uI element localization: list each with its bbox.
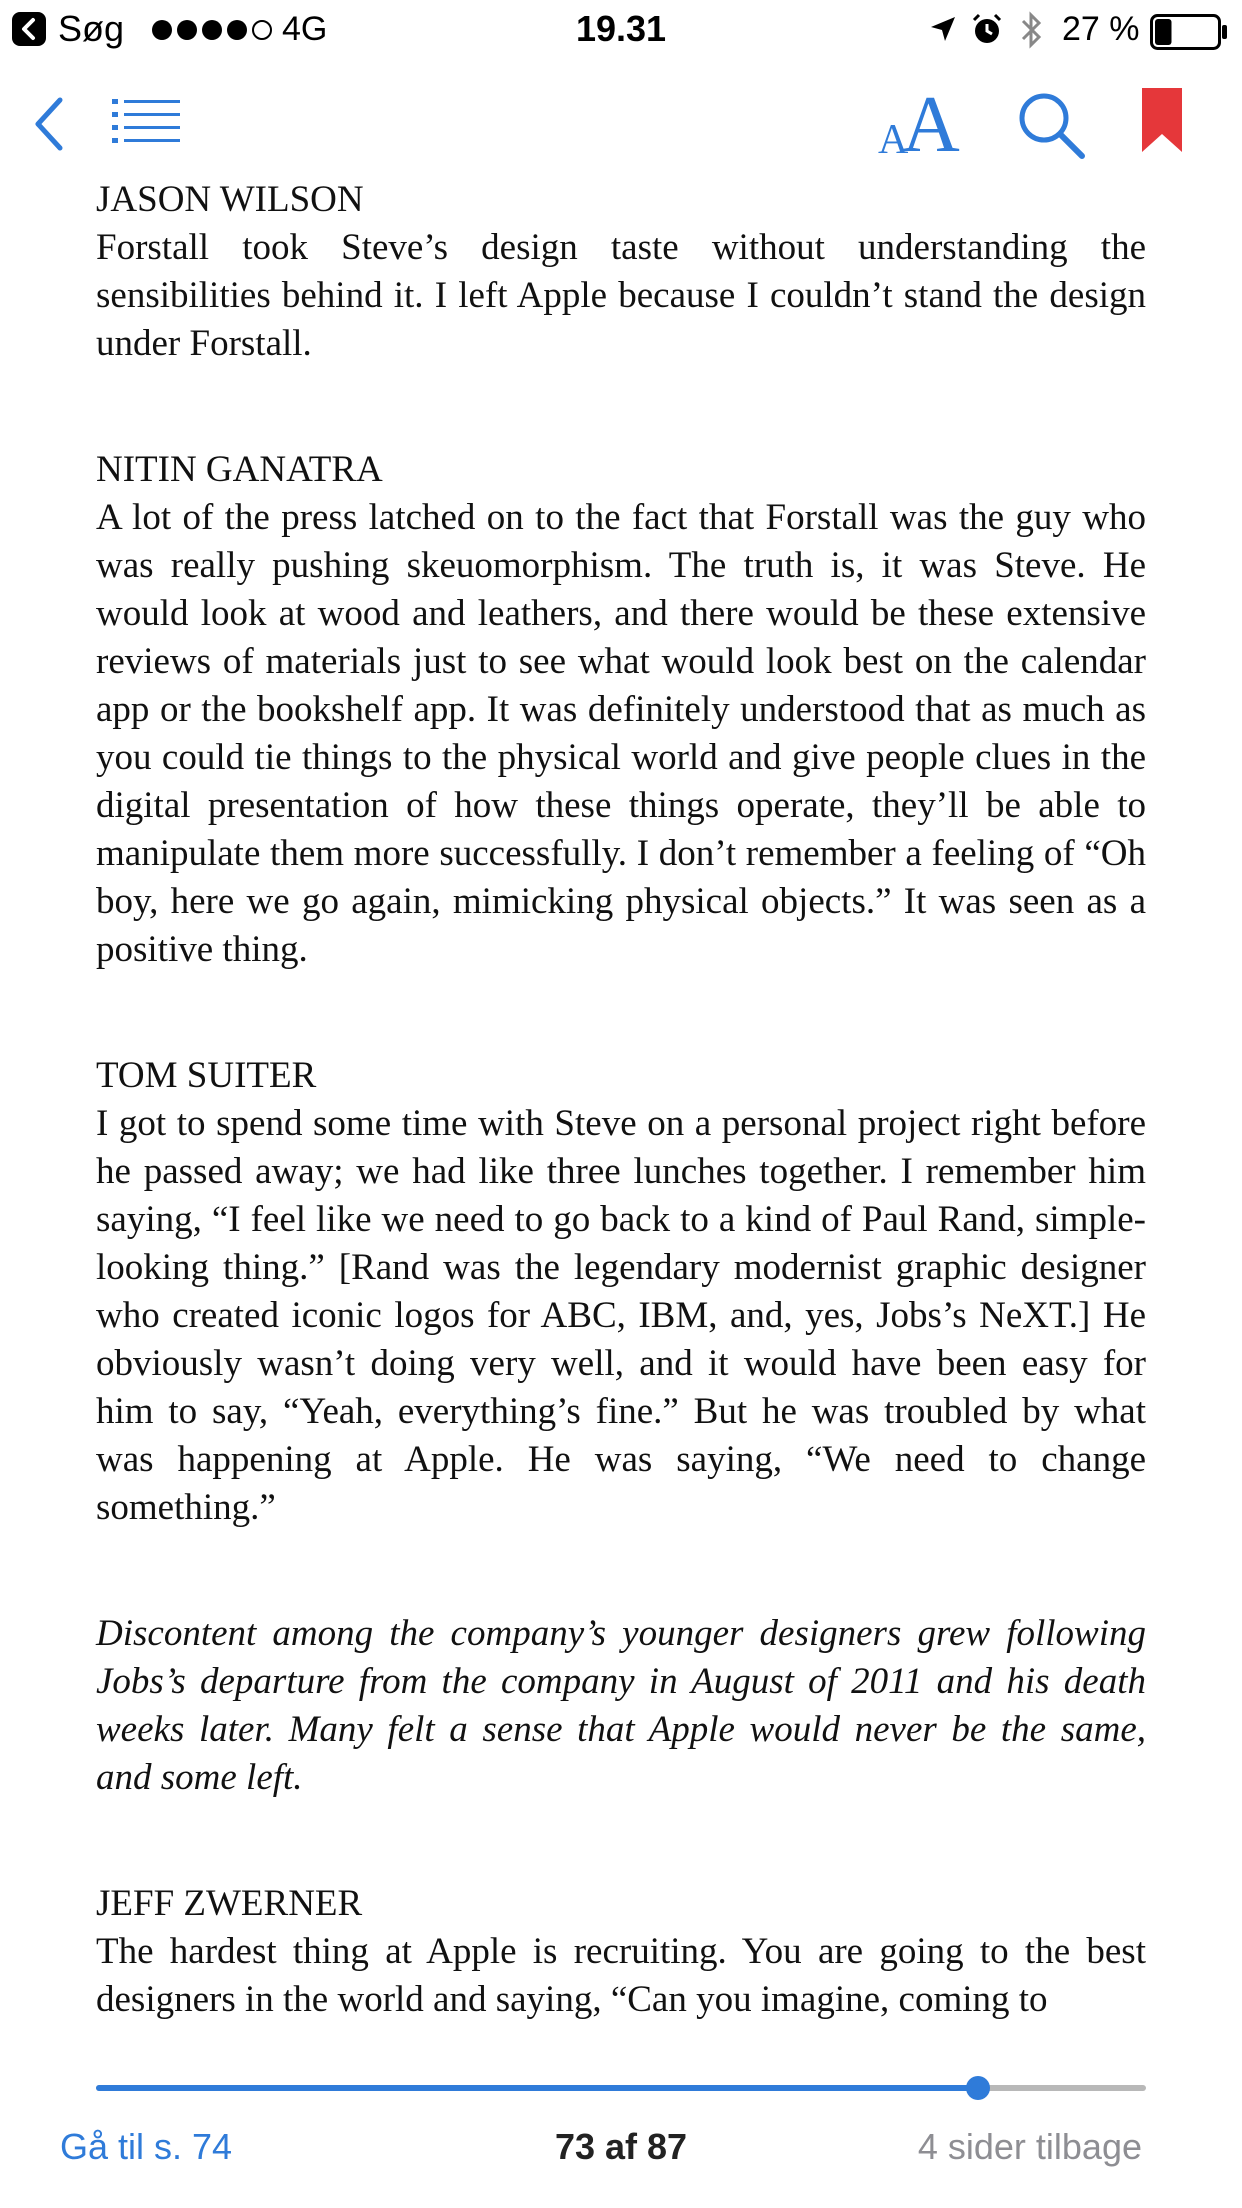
clock: 19.31 xyxy=(575,8,667,49)
page-progress-slider[interactable] xyxy=(96,2085,1146,2091)
speaker-name: JEFF ZWERNER xyxy=(96,1883,363,1924)
progress-knob[interactable] xyxy=(966,2076,990,2100)
page-count: 73 af 87 xyxy=(554,2126,688,2167)
quote-text: I got to spend some time with Steve on a personal project right before he passed away; we had like three lunches together. I remember him saying, “I feel like we need to go back to a kind of Paul Rand, simple-looking thing.” [Rand was the legendary modernist graphic designer who created iconic logos for ABC, IBM, and, yes, Jobs’s NeXT.] He obviously wasn’t doing very well, and it would have been easy for him to say, “Yeah, everything’s fine.” But he was troubled by what was happening at Apple. He was saying, “We need to change something.” xyxy=(96,1103,1146,1528)
font-size-icon[interactable] xyxy=(874,78,964,168)
font-big-letter: A xyxy=(902,81,960,169)
book-page[interactable] xyxy=(96,176,1146,2024)
quote-entry xyxy=(96,1880,1146,2024)
quote-text: The hardest thing at Apple is recruiting. You are going to the best designers in the world and saying, “Can you imagine, coming to xyxy=(96,1931,1146,2020)
status-bar xyxy=(0,0,1242,60)
pages-left-label: 4 sider tilbage xyxy=(917,2126,1142,2167)
quote-text: A lot of the press latched on to the fact that Forstall was the guy who was really pushing skeuomorphism. The truth is, it was Steve. He would look at wood and leathers, and there would be these extensive reviews of materials just to see what would look best on the calendar app or the bookshelf app. It was definitely understood that as much as you could tie things to the physical world and give people clues in the digital presentation of how these things operate, they’ll be able to manipulate them more successfully. I don’t remember a feeling of “Oh boy, here we go again, mimicking physical objects.” It was seen as a positive thing. xyxy=(96,497,1146,970)
quote-text: Forstall took Steve’s design taste without understanding the sensibilities behind it. I left Apple because I couldn’t stand the design under Forstall. xyxy=(96,227,1146,364)
bluetooth-icon xyxy=(1018,10,1046,55)
battery-icon xyxy=(1150,14,1228,55)
reader-footer xyxy=(0,2126,1242,2186)
battery-percentage: 27 % xyxy=(1062,10,1140,48)
back-to-app-label[interactable]: Søg xyxy=(58,8,125,49)
font-small-letter: A xyxy=(878,117,909,163)
back-chevron-icon[interactable] xyxy=(30,94,70,159)
speaker-name: TOM SUITER xyxy=(96,1055,317,1096)
reader-toolbar xyxy=(0,70,1242,180)
speaker-name: NITIN GANATRA xyxy=(96,449,383,490)
quote-entry xyxy=(96,1052,1146,1532)
alarm-icon xyxy=(970,12,1004,51)
progress-fill xyxy=(96,2085,978,2091)
location-arrow-icon xyxy=(928,14,958,49)
search-icon[interactable] xyxy=(1016,90,1086,165)
narrative-interlude xyxy=(96,1610,1146,1802)
quote-entry xyxy=(96,176,1146,368)
speaker-name: JASON WILSON xyxy=(96,179,364,220)
quote-entry xyxy=(96,446,1146,974)
goto-page-link[interactable]: Gå til s. 74 xyxy=(60,2126,233,2167)
table-of-contents-icon[interactable] xyxy=(112,96,182,151)
bookmark-icon[interactable] xyxy=(1140,88,1184,159)
interlude-text: Discontent among the company’s younger designers grew following Jobs’s departure from the company in August of 2011 and his death weeks later. Many felt a sense that Apple would never be the same, and some left. xyxy=(96,1613,1146,1798)
network-type: 4G xyxy=(282,10,328,48)
